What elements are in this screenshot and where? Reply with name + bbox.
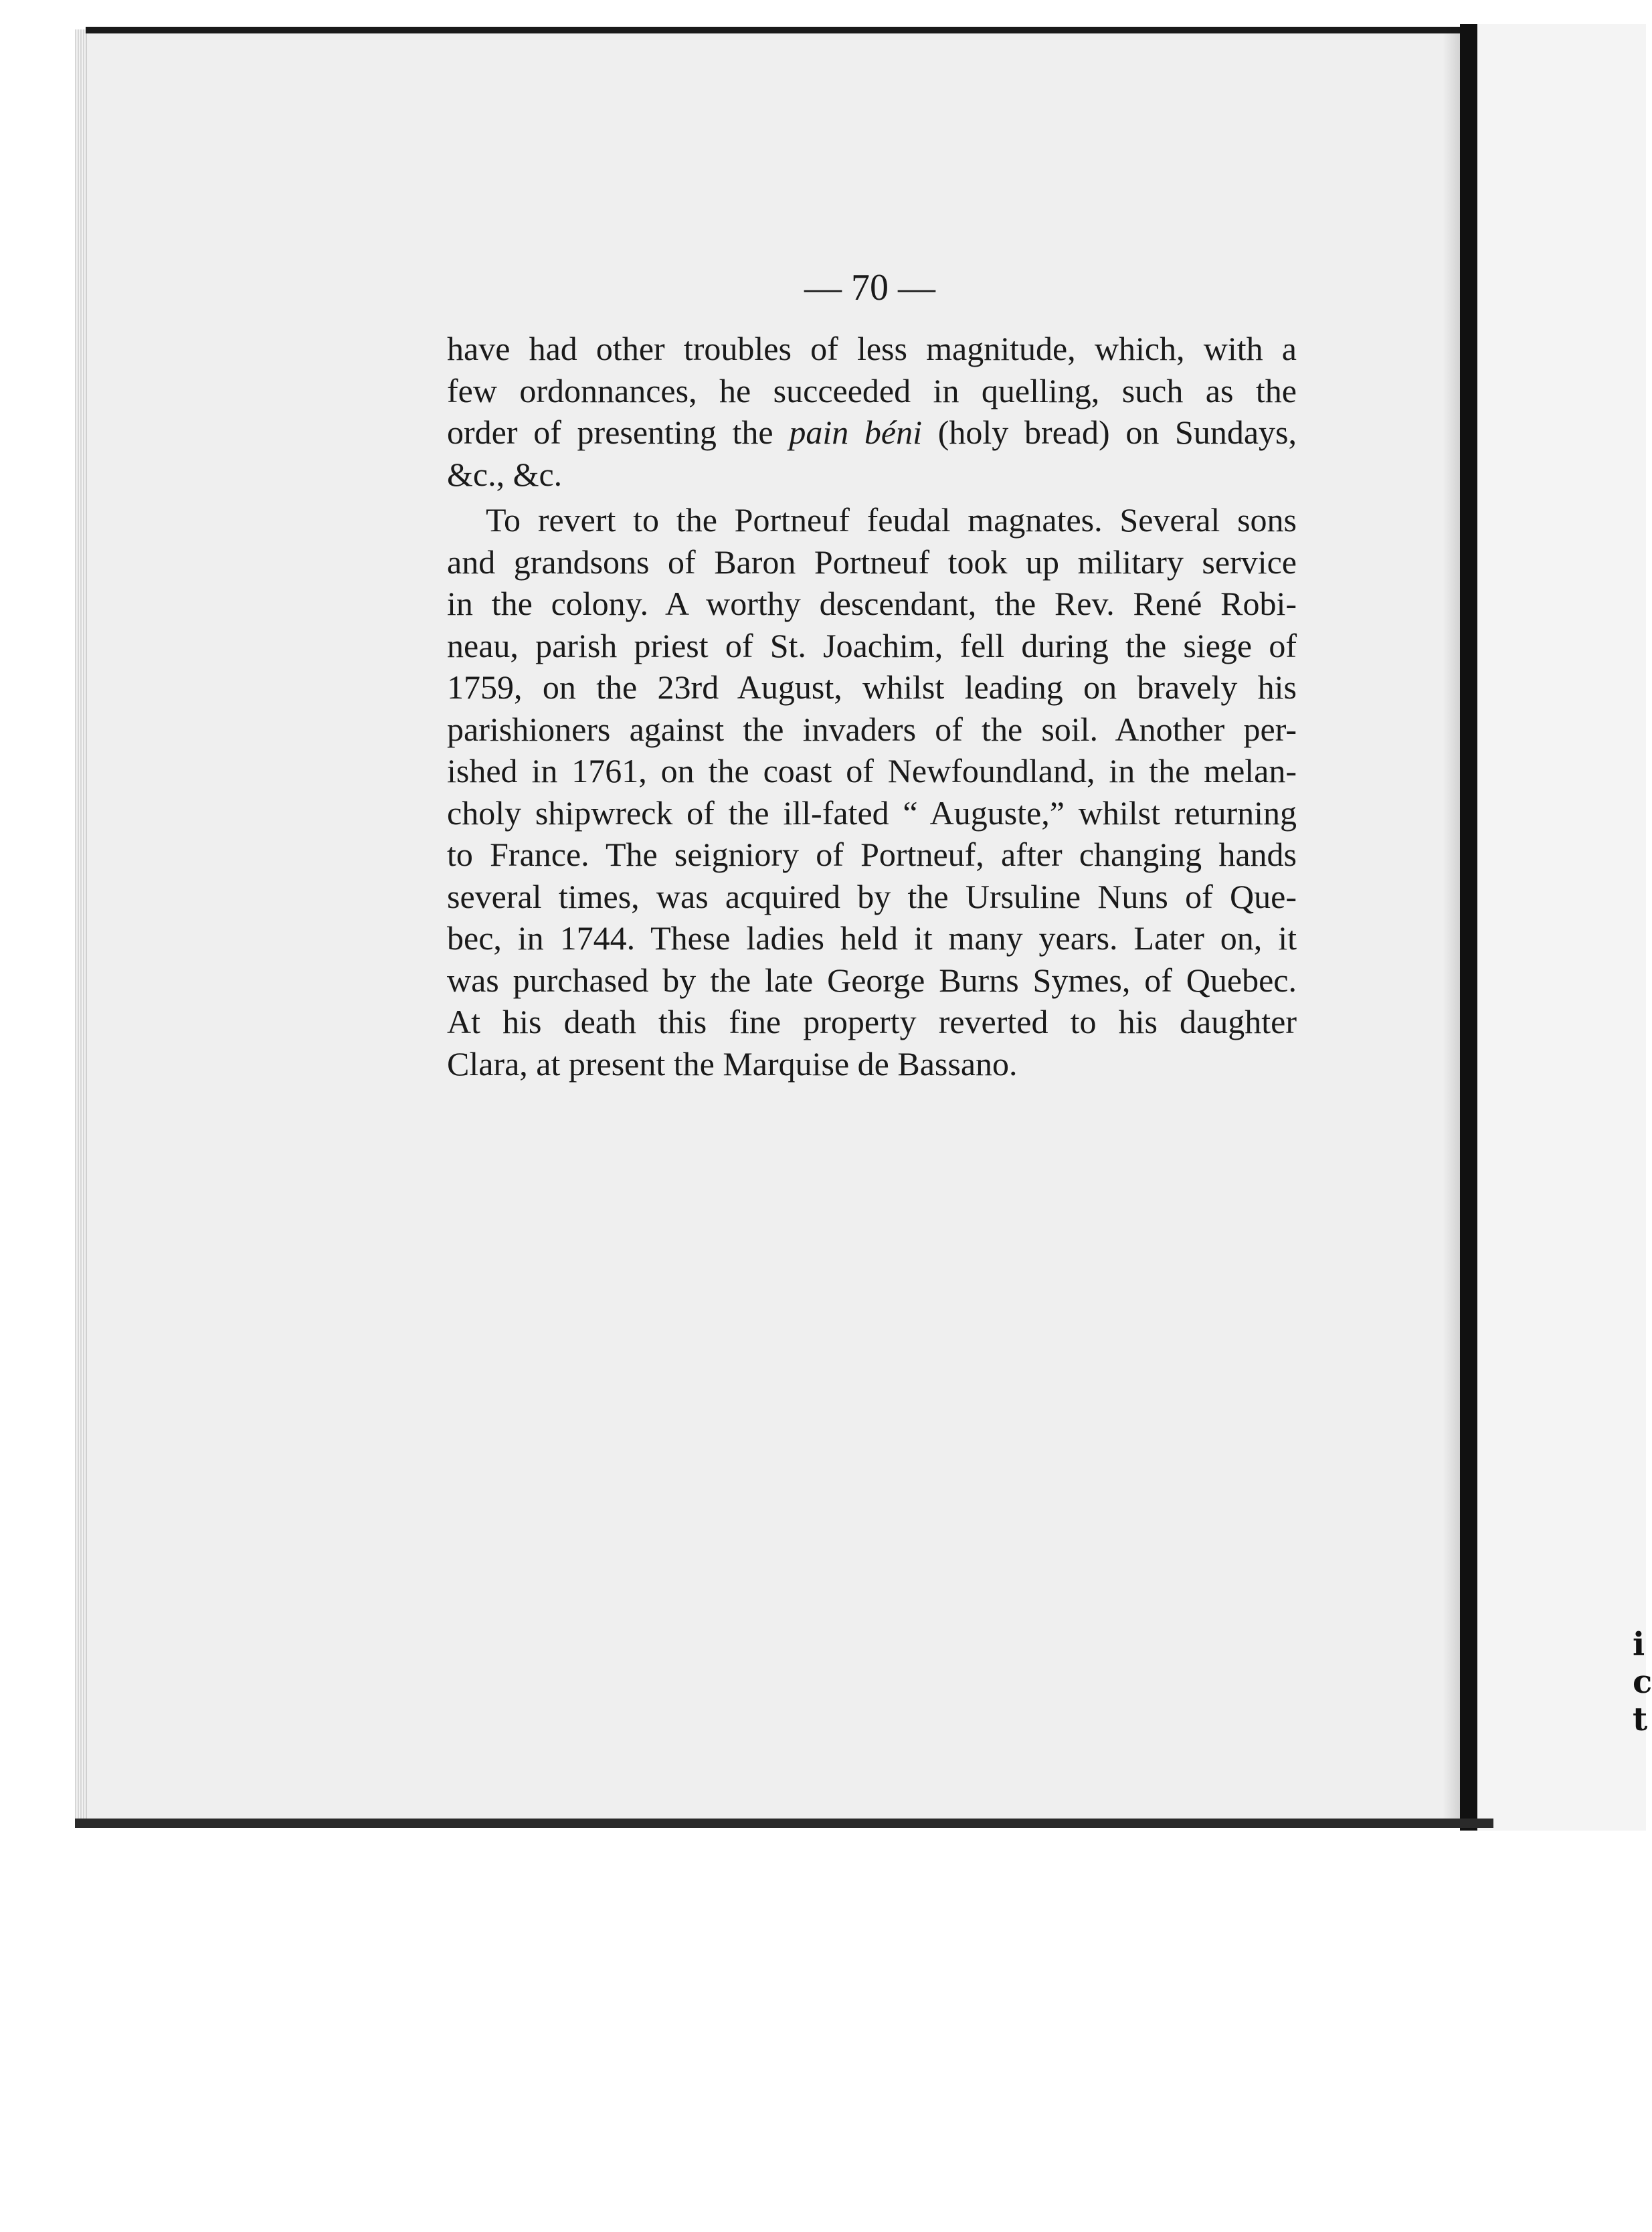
adjacent-page-edge-text (1633, 1626, 1652, 1738)
text-line: At his death this fine property reverted to his daughter (447, 1003, 1297, 1040)
text-line: to France. The seigniory of Portneuf, after changing hands (447, 836, 1297, 873)
text-line: choly shipwreck of the ill-fated “ Auguste,” whilst returning (447, 794, 1297, 832)
binding-gutter (1460, 24, 1477, 1831)
page-number: — 70 — (804, 267, 935, 308)
text-line: have had other troubles of less magnitude, which, with a (447, 330, 1297, 367)
text-line: 1759, on the 23rd August, whilst leading on bravely his (447, 668, 1297, 706)
body-text (447, 328, 1297, 1085)
adjacent-page (1477, 24, 1652, 1831)
text-segment: order of presenting the (447, 413, 790, 451)
text-line: and grandsons of Baron Portneuf took up military service (447, 543, 1297, 581)
text-line: &c., &c. (447, 455, 563, 493)
text-line: To revert to the Portneuf feudal magnates. Several sons (486, 501, 1297, 539)
text-line: parishioners against the invaders of the soil. Another per- (447, 710, 1297, 748)
text-line: neau, parish priest of St. Joachim, fell during the siege of (447, 626, 1297, 664)
text-line: bec, in 1744. These ladies held it many years. Later on, it (447, 919, 1297, 957)
italic-term: pain béni (789, 413, 922, 451)
text-line: few ordonnances, he succeeded in quelling, such as the (447, 371, 1297, 409)
gutter-shadow (1443, 27, 1460, 1827)
text-line: several times, was acquired by the Ursuline Nuns of Que- (447, 877, 1297, 915)
text-line: was purchased by the late George Burns Symes, of Quebec. (447, 961, 1297, 999)
text-line: in the colony. A worthy descendant, the Rev. René Robi- (447, 585, 1297, 622)
adjacent-glyph: t (1633, 1701, 1648, 1738)
text-segment: (holy bread) on Sundays, (922, 413, 1297, 451)
text-line: ished in 1761, on the coast of Newfoundland, in the melan- (447, 752, 1297, 789)
page-bottom-edge (75, 1819, 1493, 1828)
adjacent-glyph: c (1633, 1663, 1652, 1701)
text-line (447, 411, 1297, 454)
text-line: Clara, at present the Marquise de Bassano. (447, 1044, 1018, 1083)
adjacent-glyph: i (1633, 1626, 1645, 1663)
